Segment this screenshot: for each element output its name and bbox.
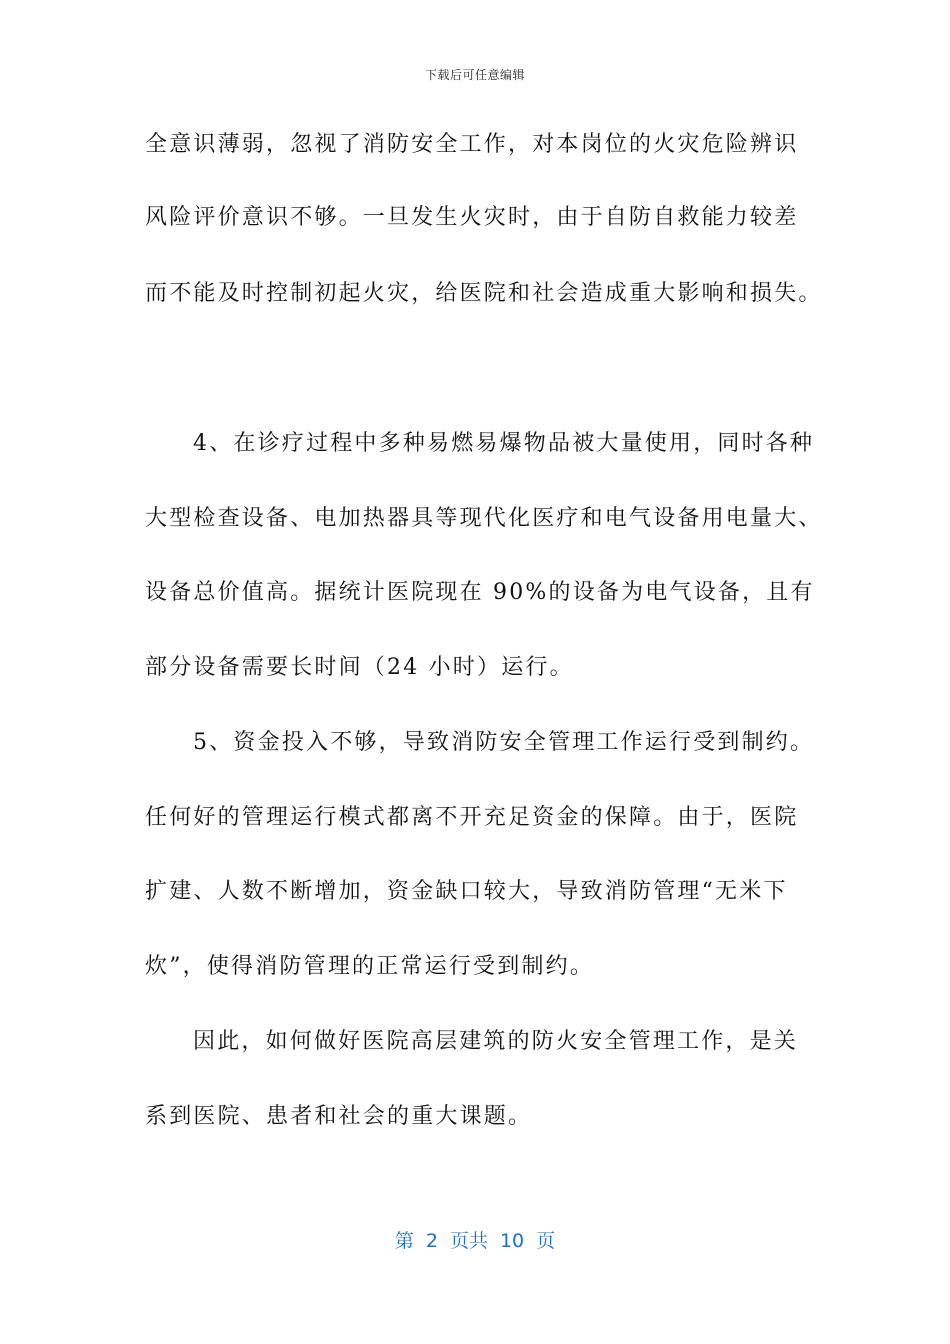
- body-line-5: 大型检查设备、电加热器具等现代化医疗和电气设备用电量大、: [145, 506, 823, 531]
- body-line-1: 全意识薄弱，忽视了消防安全工作，对本岗位的火灾危险辨识: [145, 132, 799, 157]
- body-line-4: 4、在诊疗过程中多种易燃易爆物品被大量使用，同时各种: [193, 431, 815, 456]
- footer-suffix: 页: [536, 1230, 556, 1252]
- footer-prefix: 第: [394, 1230, 414, 1252]
- body-line-3: 而不能及时控制初起火灾，给医院和社会造成重大影响和损失。: [145, 281, 823, 306]
- body-line-8: 5、资金投入不够，导致消防安全管理工作运行受到制约。: [193, 730, 815, 755]
- body-line-11: 炊”，使得消防管理的正常运行受到制约。: [145, 954, 595, 979]
- current-page-number: 2: [425, 1230, 438, 1252]
- footer-mid: 页共: [449, 1230, 488, 1252]
- body-line-9: 任何好的管理运行模式都离不开充足资金的保障。由于，医院: [145, 805, 799, 830]
- body-line-2: 风险评价意识不够。一旦发生火灾时，由于自防自救能力较差: [145, 205, 799, 230]
- body-line-13: 系到医院、患者和社会的重大课题。: [145, 1104, 533, 1129]
- body-line-7: 部分设备需要长时间（24 小时）运行。: [145, 655, 574, 680]
- body-line-6: 设备总价值高。据统计医院现在 90%的设备为电气设备，且有: [145, 580, 815, 605]
- page-footer: [0, 1226, 950, 1253]
- total-pages-number: 10: [499, 1230, 525, 1252]
- page-header: 下载后可任意编辑: [424, 68, 525, 82]
- body-line-12: 因此，如何做好医院高层建筑的防火安全管理工作，是关: [193, 1029, 799, 1054]
- body-line-10: 扩建、人数不断增加，资金缺口较大，导致消防管理“无米下: [145, 879, 788, 904]
